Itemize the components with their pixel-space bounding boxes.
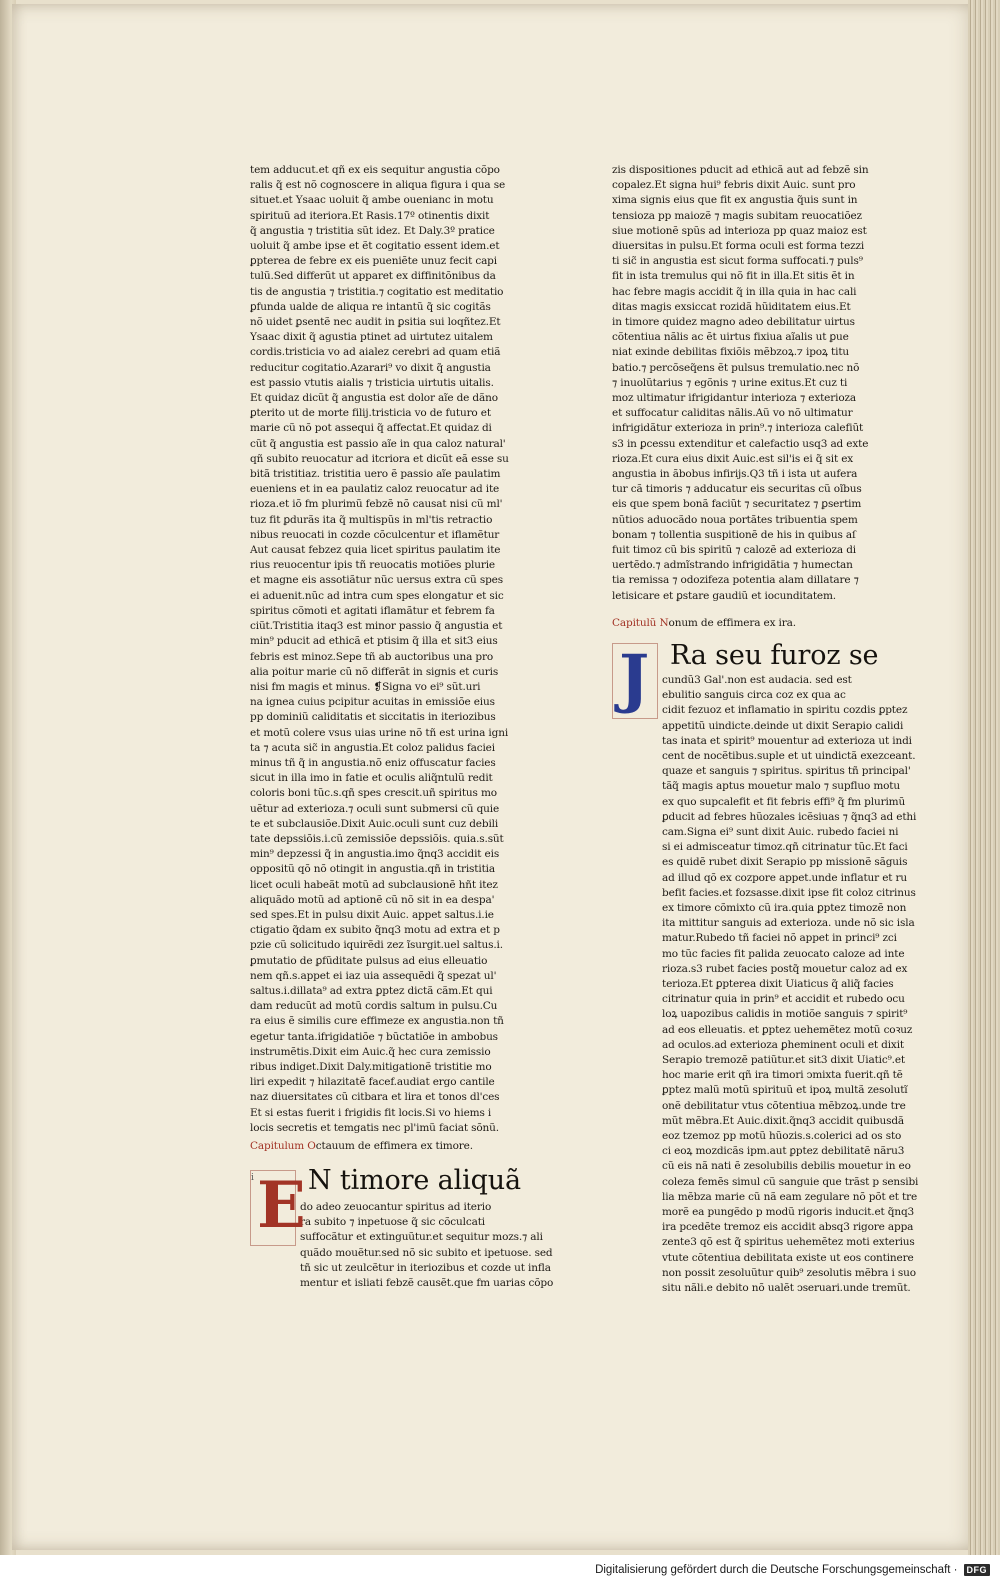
text-line: si ei admisceatur timoz.qñ citrinatur tũc.Et faci <box>662 841 908 854</box>
chapter-rubric: Capitulum <box>250 1140 305 1152</box>
text-line: est passio vtutis aialis ⁊ tristicia uirtutis uitalis. <box>250 376 494 389</box>
text-line: es quidẽ rubet dixit Serapio pp missionẽ sãguis <box>662 856 908 869</box>
text-line: min⁹ depzessi q̃ in angustia.imo q̃nq3 accidit eis <box>250 848 500 861</box>
text-line: rioza.Et cura eius dixit Auic.est sil'is ei q̃ sit ex <box>612 452 854 465</box>
text-line: licet oculi habeãt motũ ad subclausionẽ hñt itez <box>250 878 498 891</box>
text-line: alia poitur marie cũ nõ differãt in signis et curis <box>250 665 499 678</box>
text-line: ex quo supcalefit et fit febris effi⁹ q̃ fm plurimũ <box>662 795 906 808</box>
text-line: ira pcedẽte tremoz eis accidit absq3 rigore appa <box>662 1221 914 1234</box>
text-line: ex timore cõmixto cũ ira.quia ꝑptez timozẽ non <box>662 901 907 914</box>
text-line: locis secretis et temgatis nec pl'imũ faciat sõnũ. <box>250 1121 499 1134</box>
text-line: febris est minoz.Sepe tñ ab auctoribus una pro <box>250 650 493 663</box>
text-line: ci eoꝝ mozdicãs ipm.aut ꝑptez debilitatẽ nãru3 <box>662 1145 905 1158</box>
text-line: instrumẽtis.Dixit eim Auic.q̃ hec cura zemissio <box>250 1045 491 1058</box>
text-line: mo tũc facies fit palida zeuocato caloze ad inte <box>662 947 905 960</box>
text-line: angustia in ãbobus infirijs.Q3 tñ i ista ut aufera <box>612 468 858 481</box>
text-line: do adeo zeuocantur spiritus ad iterio <box>300 1201 492 1213</box>
text-line: non possit zesoluũtur quib⁹ zesolutis mẽbra i suo <box>662 1266 916 1279</box>
incipit-heading: N timore aliquã <box>308 1165 521 1196</box>
text-line: fuit timoz cũ bis spiritũ ⁊ calozẽ ad exterioza di <box>612 544 856 557</box>
text-line: sicut in illa imo in fatie et oculis aliq̃ntulũ redit <box>250 772 493 785</box>
text-line: loꝝ uapozibus calidis in motiõe sanguis ⁊ spirit⁹ <box>662 1008 908 1021</box>
text-line: matur.Rubedo tñ faciei nõ appet in princi⁹ zci <box>662 932 897 945</box>
text-line: tãq̃ magis aptus mouetur malo ⁊ supfluo motu <box>662 780 900 793</box>
text-line: ctigatio q̃dam ex subito q̃nq3 motu ad extra et p <box>250 924 500 937</box>
text-line: na ignea cuius pcipitur acuitas in emissiõe eius <box>250 696 495 709</box>
text-line: ribus indiget.Dixit Daly.mitigationẽ tristitie mo <box>250 1060 492 1073</box>
text-line: ꝑfunda ualde de aliqua re intantũ q̃ sic cogitãs <box>250 300 491 313</box>
text-line: marie cũ nõ pot assequi q̃ affectat.Et quidaz di <box>250 422 492 435</box>
text-line: appetitũ uindicte.deinde ut dixit Serapio calidi <box>662 719 904 732</box>
text-line: ꝑptez malũ motũ spirituũ et ipoꝝ multã zesolutĩ <box>662 1084 908 1097</box>
text-line: saltus.i.dillata⁹ ad extra ꝑptez dictã cãm.Et qui <box>250 984 493 997</box>
text-line: et magne eis assotiãtur nũc uersus extra cũ spes <box>250 574 503 587</box>
text-line: te et subclausiõe.Dixit Auic.oculi sunt cuz debili <box>250 817 499 830</box>
text-line: ei aduenit.nũc ad intra cum spes elongatur et sic <box>250 589 504 602</box>
text-line: cũt q̃ angustia est passio aĩe in qua caloz natural' <box>250 437 506 450</box>
text-line: tur cã timoris ⁊ adducatur eis securitas cũ oĩbus <box>612 483 862 496</box>
text-line: ad oculos.ad exterioza ꝑheminent oculi et dixit <box>662 1038 904 1051</box>
text-line: rius reuocentur ipis tñ reuocatis motiões plurie <box>250 559 495 572</box>
text-line: nisi fm magis et minus. ❡Signa vo ei⁹ sũt.uri <box>250 680 481 693</box>
footer-credit: Digitalisierung gefördert durch die Deutsche Forschungsgemeinschaft · <box>595 1564 958 1576</box>
text-line: ta ⁊ acuta sic̃ in angustia.Et coloz palidus faciei <box>250 741 495 754</box>
chapter-rubric-letter: O <box>307 1140 316 1152</box>
text-line: in timore quidez magno adeo debilitatur uirtus <box>612 316 855 329</box>
text-line: uertẽdo.⁊ admĩstrando infrigidãtia ⁊ humectan <box>612 559 853 572</box>
text-line: ad illud qõ ex cozpore appet.unde inflatur et ru <box>662 871 908 884</box>
text-line: s3 in ꝑcessu extenditur et calefactio usq3 ad exte <box>612 437 869 450</box>
text-line: eis que spem bonã faciũt ⁊ securitatez ⁊ ꝑsertim <box>612 498 862 511</box>
text-line: onẽ debilitatur vtus cõtentiua mẽbzoꝝ.unde tre <box>662 1099 906 1112</box>
initial-letter: J <box>619 640 650 716</box>
text-line: rioza.s3 rubet facies postq̃ mouetur caloz ad ex <box>662 962 908 975</box>
text-line: ralis q̃ est nõ cognoscere in aliqua figura i qua se <box>250 179 506 192</box>
text-line: uoluit q̃ ambe ipse et ẽt cogitatio essent idem.et <box>250 240 500 253</box>
text-line: ciũt.Tristitia itaq3 est minor passio q̃ angustia et <box>250 620 503 633</box>
text-line: ra subito ⁊ inpetuose q̃ sic cõculcati <box>300 1216 485 1229</box>
text-line: Et si estas fuerit i frigidis fit locis.Si vo hiems i <box>250 1106 492 1119</box>
text-line: zente3 qõ est q̃ spiritus uehemẽtez moti exterius <box>662 1236 915 1249</box>
text-line: coloris boni tũc.s.qñ spes crescit.uñ spiritus mo <box>250 787 497 800</box>
text-line: fit in ista tremulus qui nõ fit in illa.Et sitis ẽt in <box>612 270 855 283</box>
text-line: et motũ colere vsus uias urine nõ tñ est urina igni <box>250 726 509 739</box>
text-line: siue motionẽ spũs ad interioza pp quaz maioz est <box>612 224 867 237</box>
text-line: infrigidãtur exterioza in prin⁹.⁊ interioza calefiũt <box>612 422 864 435</box>
text-line: Serapio tremozẽ patiũtur.et sit3 dixit Uiatic⁹.et <box>662 1053 905 1066</box>
chapter-heading-right <box>612 616 882 631</box>
text-line: tuz fit ꝑdurãs ita q̃ multispũs in ml'tis retractio <box>250 513 493 526</box>
text-line: batio.⁊ percõseq̃ens ẽt pulsus tremulatio.nec nõ <box>612 361 860 374</box>
text-line: nõ uidet ꝑsentẽ nec audit in ꝑsitia sui loqñtez.Et <box>250 316 501 329</box>
text-line: q̃ angustia ⁊ tristitia sũt idez. Et Daly.3º pratice <box>250 224 495 237</box>
text-line: ita mittitur sanguis ad exterioza. unde nõ sic isla <box>662 917 915 930</box>
text-line: hoc marie erit qñ ira timori ↄmixta fuerit.qñ tẽ <box>662 1069 903 1082</box>
text-line: minus tñ q̃ in angustia.nõ eniz offuscatur facies <box>250 756 496 769</box>
text-line: nibus reuocati in cozde cõculcentur et iflamẽtur <box>250 528 500 541</box>
text-line: quãdo mouẽtur.sed nõ sic subito et ipetuose. sed <box>300 1246 553 1259</box>
incipit-block-right <box>612 639 919 1296</box>
text-line: coleza femẽs simul cũ sanguie que trãst p sensibi <box>662 1175 919 1188</box>
text-line: ebulitio sanguis circa coz ex qua ac <box>662 689 846 702</box>
text-line: ditas magis exsiccat rozidã hũiditatem eius.Et <box>612 300 851 313</box>
right-text-block <box>612 163 882 604</box>
text-line: terioza.Et ꝑpterea dixit Uiaticus q̃ aliq̃ facies <box>662 977 894 990</box>
decorated-initial-right <box>612 640 658 719</box>
text-line: naz diuersitates cũ citbara et lira et tonos dl'ces <box>250 1091 500 1104</box>
text-line: reducitur cogitatio.Azarari⁹ vo dixit q̃ angustia <box>250 361 491 374</box>
text-line: rioza.et iõ fm plurimũ febzẽ nõ causat nisi cũ ml' <box>250 498 503 511</box>
text-line: ꝑmutatio de ꝑfũditate pulsus ad eius elleuatio <box>250 954 488 967</box>
decorated-initial-left <box>250 1168 306 1246</box>
text-line: hac febre magis accidit q̃ in illa quia in hac cali <box>612 285 857 298</box>
text-line: quaze et sanguis ⁊ spiritus. spiritus tñ principal' <box>662 765 911 778</box>
text-line: befit facies.et fozsasse.dixit ipse fit coloz citrinus <box>662 886 916 899</box>
text-line: zis dispositiones pducit ad ethicã aut ad febzẽ sin <box>612 164 869 176</box>
text-line: cũ eis nã nati ẽ zesolubilis debilis mouetur in eo <box>662 1160 911 1173</box>
text-line: cundũ3 Gal'.non est audacia. sed est <box>662 673 852 686</box>
left-text-block <box>250 163 518 1136</box>
text-line: oppositũ qõ nõ otingit in angustia.qñ in tristitia <box>250 863 495 876</box>
text-line: eueniens et in ea paulatiz caloz reuocatur ad ite <box>250 483 500 496</box>
dfg-logo: DFG <box>964 1564 991 1576</box>
left-column <box>250 163 554 1290</box>
text-line: spiritus cõmoti et agitati iflamãtur et febrem fa <box>250 604 495 617</box>
text-line: bitã tristitiaz. tristitia uero ẽ passio aĩe paulatim <box>250 468 501 481</box>
text-line: tate depssiõis.i.cũ zemissiõe depssiõis. quia.s.sũt <box>250 832 504 845</box>
text-line: ad eos elleuatis. et ꝑptez uehemẽtez motũ coꝛuz <box>662 1023 913 1036</box>
text-line: mentur et isliati febzẽ causẽt.que fm uarias cõpo <box>300 1277 554 1290</box>
text-line: uẽtur ad exterioza.⁊ oculi sunt submersi cũ quie <box>250 802 500 815</box>
text-line: cam.Signa ei⁹ sunt dixit Auic. rubedo faciei ni <box>662 825 899 838</box>
text-line: cõtentiua nãlis ac ẽt uirtus fixiua aĩalis ut ꝑue <box>612 331 849 344</box>
text-line: cent de nocẽtibus.suple et ut uindictã exezceant. <box>662 749 916 762</box>
text-line: pp dominiũ caliditatis et siccitatis in iteriozibus <box>250 711 496 724</box>
text-line: morẽ ea pungẽdo p modũ rigoris inducit.et q̃nq3 <box>662 1206 915 1218</box>
text-line: Ysaac dixit q̃ agustia ptinet ad uirtutez uitalem <box>250 331 493 344</box>
right-text-block-b <box>612 673 919 1296</box>
text-line: cidit fezuoz et inflamatio in spiritu cozdis ꝑptez <box>662 704 908 717</box>
guide-letter: i <box>251 1173 254 1183</box>
text-line: suffocãtur et extinguũtur.et sequitur mozs.⁊ ali <box>300 1231 543 1244</box>
text-line: lia mẽbza marie cũ nã eam zegulare nõ põt et tre <box>662 1190 918 1203</box>
text-line: moz ultimatur ifrigidantur interioza ⁊ exterioza <box>612 392 856 405</box>
text-line: ꝑterito ut de morte filij.tristicia vo de futuro et <box>250 407 491 420</box>
text-line: liri expedit ⁊ hilazitatẽ facef.audiat ergo cantile <box>250 1076 495 1089</box>
text-line: pzie cũ solicitudo iquirẽdi zez ĩsurgit.uel saltus.i. <box>250 939 503 952</box>
text-line: situet.et Ysaac uoluit q̃ ambe ouenianc in motu <box>250 194 494 207</box>
text-line: niat exinde debilitas fixiõis mẽbzoꝝ.⁊ ipoꝝ titu <box>612 346 849 359</box>
text-line: sed spes.Et in pulsu dixit Auic. appet saltus.i.ie <box>250 908 494 921</box>
text-line: cordis.tristicia vo ad aialez cerebri ad quam etiã <box>250 346 501 359</box>
text-line: qñ subito reuocatur ad itcriora et dicũt eã esse su <box>250 452 509 465</box>
text-line: spirituũ ad iteriora.Et Rasis.17º otinentis dixit <box>250 209 490 222</box>
text-line: min⁹ pducit ad ethicã et ptisim q̃ illa et sit3 eius <box>250 635 498 648</box>
text-line: tia remissa ⁊ odozifeza potentia alam dillatare ⁊ <box>612 574 859 587</box>
text-line: tis de angustia ⁊ tristitia.⁊ cogitatio est meditatio <box>250 285 504 298</box>
chapter-title: ctauum de effimera ex timore. <box>315 1140 473 1152</box>
text-line: xima signis eius que fit ex angustia q̃uis sunt in <box>612 194 858 207</box>
text-line: tem adducut.et qñ ex eis sequitur angustia cõpo <box>250 164 500 176</box>
text-line: ra eius ẽ similis cure effimeze ex angustia.non tñ <box>250 1015 504 1028</box>
text-line: tulũ.Sed differũt ut apparet ex diffinitõnibus da <box>250 270 496 283</box>
text-line: mũt mẽbra.Et Auic.dixit.q̃nq3 accidit quibusdã <box>662 1114 905 1127</box>
text-line: ⁊ inuolũtarius ⁊ egõnis ⁊ urine exitus.Et cuz ti <box>612 376 848 389</box>
text-line: diuersitas in pulsu.Et forma oculi est forma tezzi <box>612 240 865 253</box>
text-line: vtute cõtentiua debilitata existe ut eos continere <box>662 1251 914 1264</box>
text-line: ꝑpterea de febre ex eis pueniẽte unuz fecit capi <box>250 255 497 268</box>
chapter-rubric: Capitulũ <box>612 616 657 629</box>
text-line: tñ sic ut zeulcẽtur in iteriozibus et cozde ut infla <box>300 1261 551 1274</box>
text-line: tas inata et spirit⁹ mouentur ad exterioza ut indi <box>662 734 912 747</box>
text-line: nem qñ.s.appet ei iaz uia assequẽdi q̃ spezat ul' <box>250 969 497 982</box>
text-line: et suffocatur caliditas nãlis.Aũ vo nõ ultimatur <box>612 407 853 420</box>
text-line: copalez.Et signa hui⁹ febris dixit Auic. sunt pro <box>612 179 856 192</box>
text-line: citrinatur quia in prin⁹ et accidit et rubedo ocu <box>662 993 905 1006</box>
text-line: situ nãli.e debito nõ ualẽt ↄseruari.unde tremũt. <box>662 1282 911 1295</box>
text-line: dam reducũt ad motũ cordis saltum in pulsu.Cu <box>250 1000 498 1013</box>
text-line: ꝑducit ad febres hũozales icẽsiuas ⁊ q̃nq3 ad ethi <box>662 810 917 823</box>
incipit-heading: Ra seu furoz se <box>670 639 879 671</box>
footer-bar <box>0 1555 1000 1585</box>
text-line: eoz tzemoz pp motũ hũozis.s.colerici ad os sto <box>662 1129 902 1142</box>
text-line: bonam ⁊ tollentia suspitionẽ de his in quibus aſ <box>612 528 856 541</box>
text-line: Aut causat febzez quia licet spiritus paulatim ite <box>250 544 501 557</box>
text-line: tensioza pp maiozẽ ⁊ magis subitam reuocatiõez <box>612 209 862 222</box>
incipit-block-left <box>250 1165 554 1290</box>
right-column <box>612 163 919 1296</box>
text-line: aliquãdo motũ ad aptionẽ cũ nõ sit in ea despa' <box>250 893 495 906</box>
text-line: egetur tanta.ifrigidatiõe ⁊ bũctatiõe in ambobus <box>250 1030 498 1043</box>
text-line: Et quidaz dicũt q̃ angustia est dolor aĩe de dãno <box>250 392 498 405</box>
text-line: letisicare et ꝑstare gaudiũ et iocunditatem. <box>612 589 836 602</box>
page-stack-edge <box>968 0 1000 1555</box>
chapter-heading-left <box>250 1139 518 1154</box>
text-line: nũtios aduocãdo noua portãtes tribuentia spem <box>612 513 858 526</box>
text-line: ti sic̃ in angustia est sicut forma suffocati.⁊ puls⁹ <box>612 255 863 268</box>
initial-letter: E <box>257 1168 306 1243</box>
chapter-title: onum de effimera ex ira. <box>668 616 796 629</box>
chapter-rubric-letter: N <box>659 616 669 629</box>
